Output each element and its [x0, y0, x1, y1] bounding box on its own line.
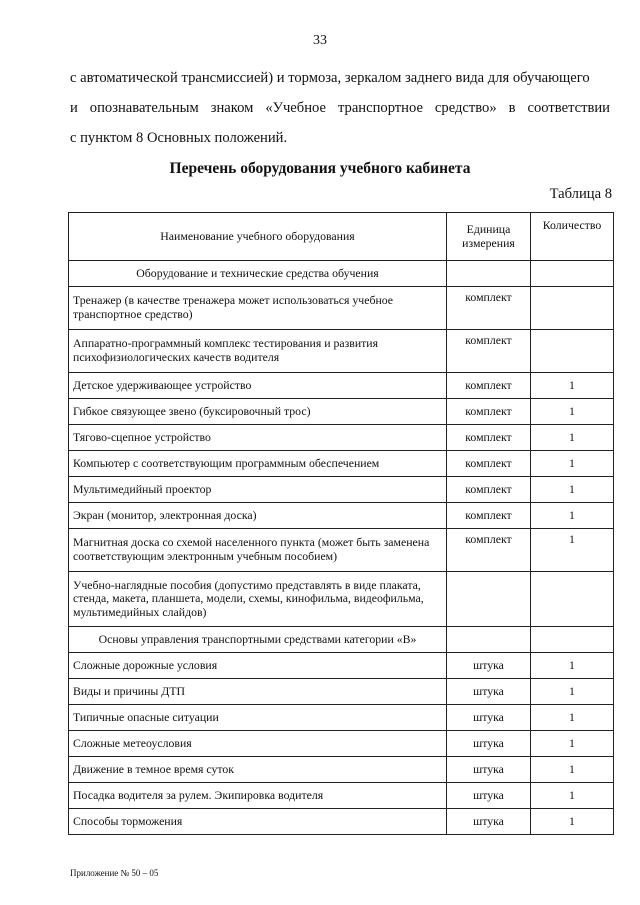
cell-quantity: 1: [531, 451, 614, 477]
cell-name: Оборудование и технические средства обучения: [69, 261, 447, 287]
table-row: [69, 757, 614, 783]
cell-quantity: 1: [531, 373, 614, 399]
equipment-table: [68, 212, 614, 835]
table-row: [69, 503, 614, 529]
document-title: Перечень оборудования учебного кабинета: [169, 160, 471, 177]
cell-unit: [447, 572, 531, 627]
cell-unit: штука: [447, 731, 531, 757]
cell-name: Компьютер с соответствующим программным обеспечением: [69, 451, 447, 477]
table-row: [69, 653, 614, 679]
cell-unit: штука: [447, 809, 531, 835]
cell-unit: [447, 627, 531, 653]
cell-name: Мультимедийный проектор: [69, 477, 447, 503]
cell-unit: комплект: [447, 287, 531, 330]
cell-name: Тягово-сцепное устройство: [69, 425, 447, 451]
table-row: [69, 705, 614, 731]
cell-quantity: 1: [531, 731, 614, 757]
cell-quantity: 1: [531, 399, 614, 425]
cell-quantity: 1: [531, 477, 614, 503]
cell-quantity: [531, 572, 614, 627]
cell-name: Тренажер (в качестве тренажера может использоваться учебное транспортное средство): [69, 287, 447, 330]
cell-quantity: 1: [531, 653, 614, 679]
cell-name: Аппаратно-программный комплекс тестирования и развития психофизиологических качеств водителя: [69, 330, 447, 373]
cell-quantity: 1: [531, 757, 614, 783]
table-row: [69, 529, 614, 572]
table-body: [69, 261, 614, 835]
cell-unit: комплект: [447, 425, 531, 451]
cell-quantity: 1: [531, 783, 614, 809]
header-unit: Единица измерения: [447, 213, 531, 261]
header-name: Наименование учебного оборудования: [69, 213, 447, 261]
footer-note: Приложение № 50 – 05: [70, 868, 159, 878]
cell-name: Гибкое связующее звено (буксировочный трос): [69, 399, 447, 425]
cell-name: Движение в темное время суток: [69, 757, 447, 783]
table-row: [69, 572, 614, 627]
cell-quantity: 1: [531, 809, 614, 835]
cell-name: Экран (монитор, электронная доска): [69, 503, 447, 529]
cell-unit: комплект: [447, 529, 531, 572]
page-number: 33: [313, 33, 327, 48]
cell-unit: штука: [447, 679, 531, 705]
cell-name: Основы управления транспортными средствами категории «В»: [69, 627, 447, 653]
table-row: [69, 477, 614, 503]
cell-unit: комплект: [447, 373, 531, 399]
cell-name: Сложные дорожные условия: [69, 653, 447, 679]
table-section-row: [69, 261, 614, 287]
table-header-row: [69, 213, 614, 261]
intro-line-1: с автоматической трансмиссией) и тормоза, зеркалом заднего вида для обучающего: [70, 70, 590, 86]
cell-unit: штука: [447, 783, 531, 809]
table-row: [69, 330, 614, 373]
cell-quantity: [531, 261, 614, 287]
cell-quantity: [531, 330, 614, 373]
table-row: [69, 287, 614, 330]
cell-name: Учебно-наглядные пособия (допустимо представлять в виде плаката, стенда, макета, планшета, модели, схемы, кинофильма, видеофильма, мультимедийных слайдов): [69, 572, 447, 627]
table-row: [69, 399, 614, 425]
table-row: [69, 425, 614, 451]
table-row: [69, 451, 614, 477]
cell-name: Способы торможения: [69, 809, 447, 835]
cell-unit: комплект: [447, 477, 531, 503]
cell-unit: комплект: [447, 503, 531, 529]
table-section-row: [69, 627, 614, 653]
cell-unit: штука: [447, 705, 531, 731]
cell-unit: штука: [447, 757, 531, 783]
cell-unit: штука: [447, 653, 531, 679]
table-row: [69, 809, 614, 835]
cell-quantity: 1: [531, 705, 614, 731]
table-row: [69, 373, 614, 399]
intro-line-3: с пунктом 8 Основных положений.: [70, 130, 288, 146]
table-row: [69, 783, 614, 809]
cell-unit: комплект: [447, 399, 531, 425]
cell-unit: комплект: [447, 451, 531, 477]
cell-quantity: 1: [531, 679, 614, 705]
cell-name: Типичные опасные ситуации: [69, 705, 447, 731]
cell-name: Посадка водителя за рулем. Экипировка водителя: [69, 783, 447, 809]
cell-quantity: [531, 627, 614, 653]
cell-name: Виды и причины ДТП: [69, 679, 447, 705]
table-label: Таблица 8: [549, 186, 612, 202]
cell-name: Детское удерживающее устройство: [69, 373, 447, 399]
intro-line-2: и опознавательным знаком «Учебное транспортное средство» в соответствии: [70, 100, 610, 116]
cell-quantity: [531, 287, 614, 330]
cell-unit: комплект: [447, 330, 531, 373]
header-quantity: Количество: [531, 213, 614, 261]
table-row: [69, 731, 614, 757]
cell-name: Сложные метеоусловия: [69, 731, 447, 757]
cell-quantity: 1: [531, 503, 614, 529]
cell-name: Магнитная доска со схемой населенного пункта (может быть заменена соответствующим электронным учебным пособием): [69, 529, 447, 572]
cell-quantity: 1: [531, 529, 614, 572]
cell-unit: [447, 261, 531, 287]
table-row: [69, 679, 614, 705]
cell-quantity: 1: [531, 425, 614, 451]
